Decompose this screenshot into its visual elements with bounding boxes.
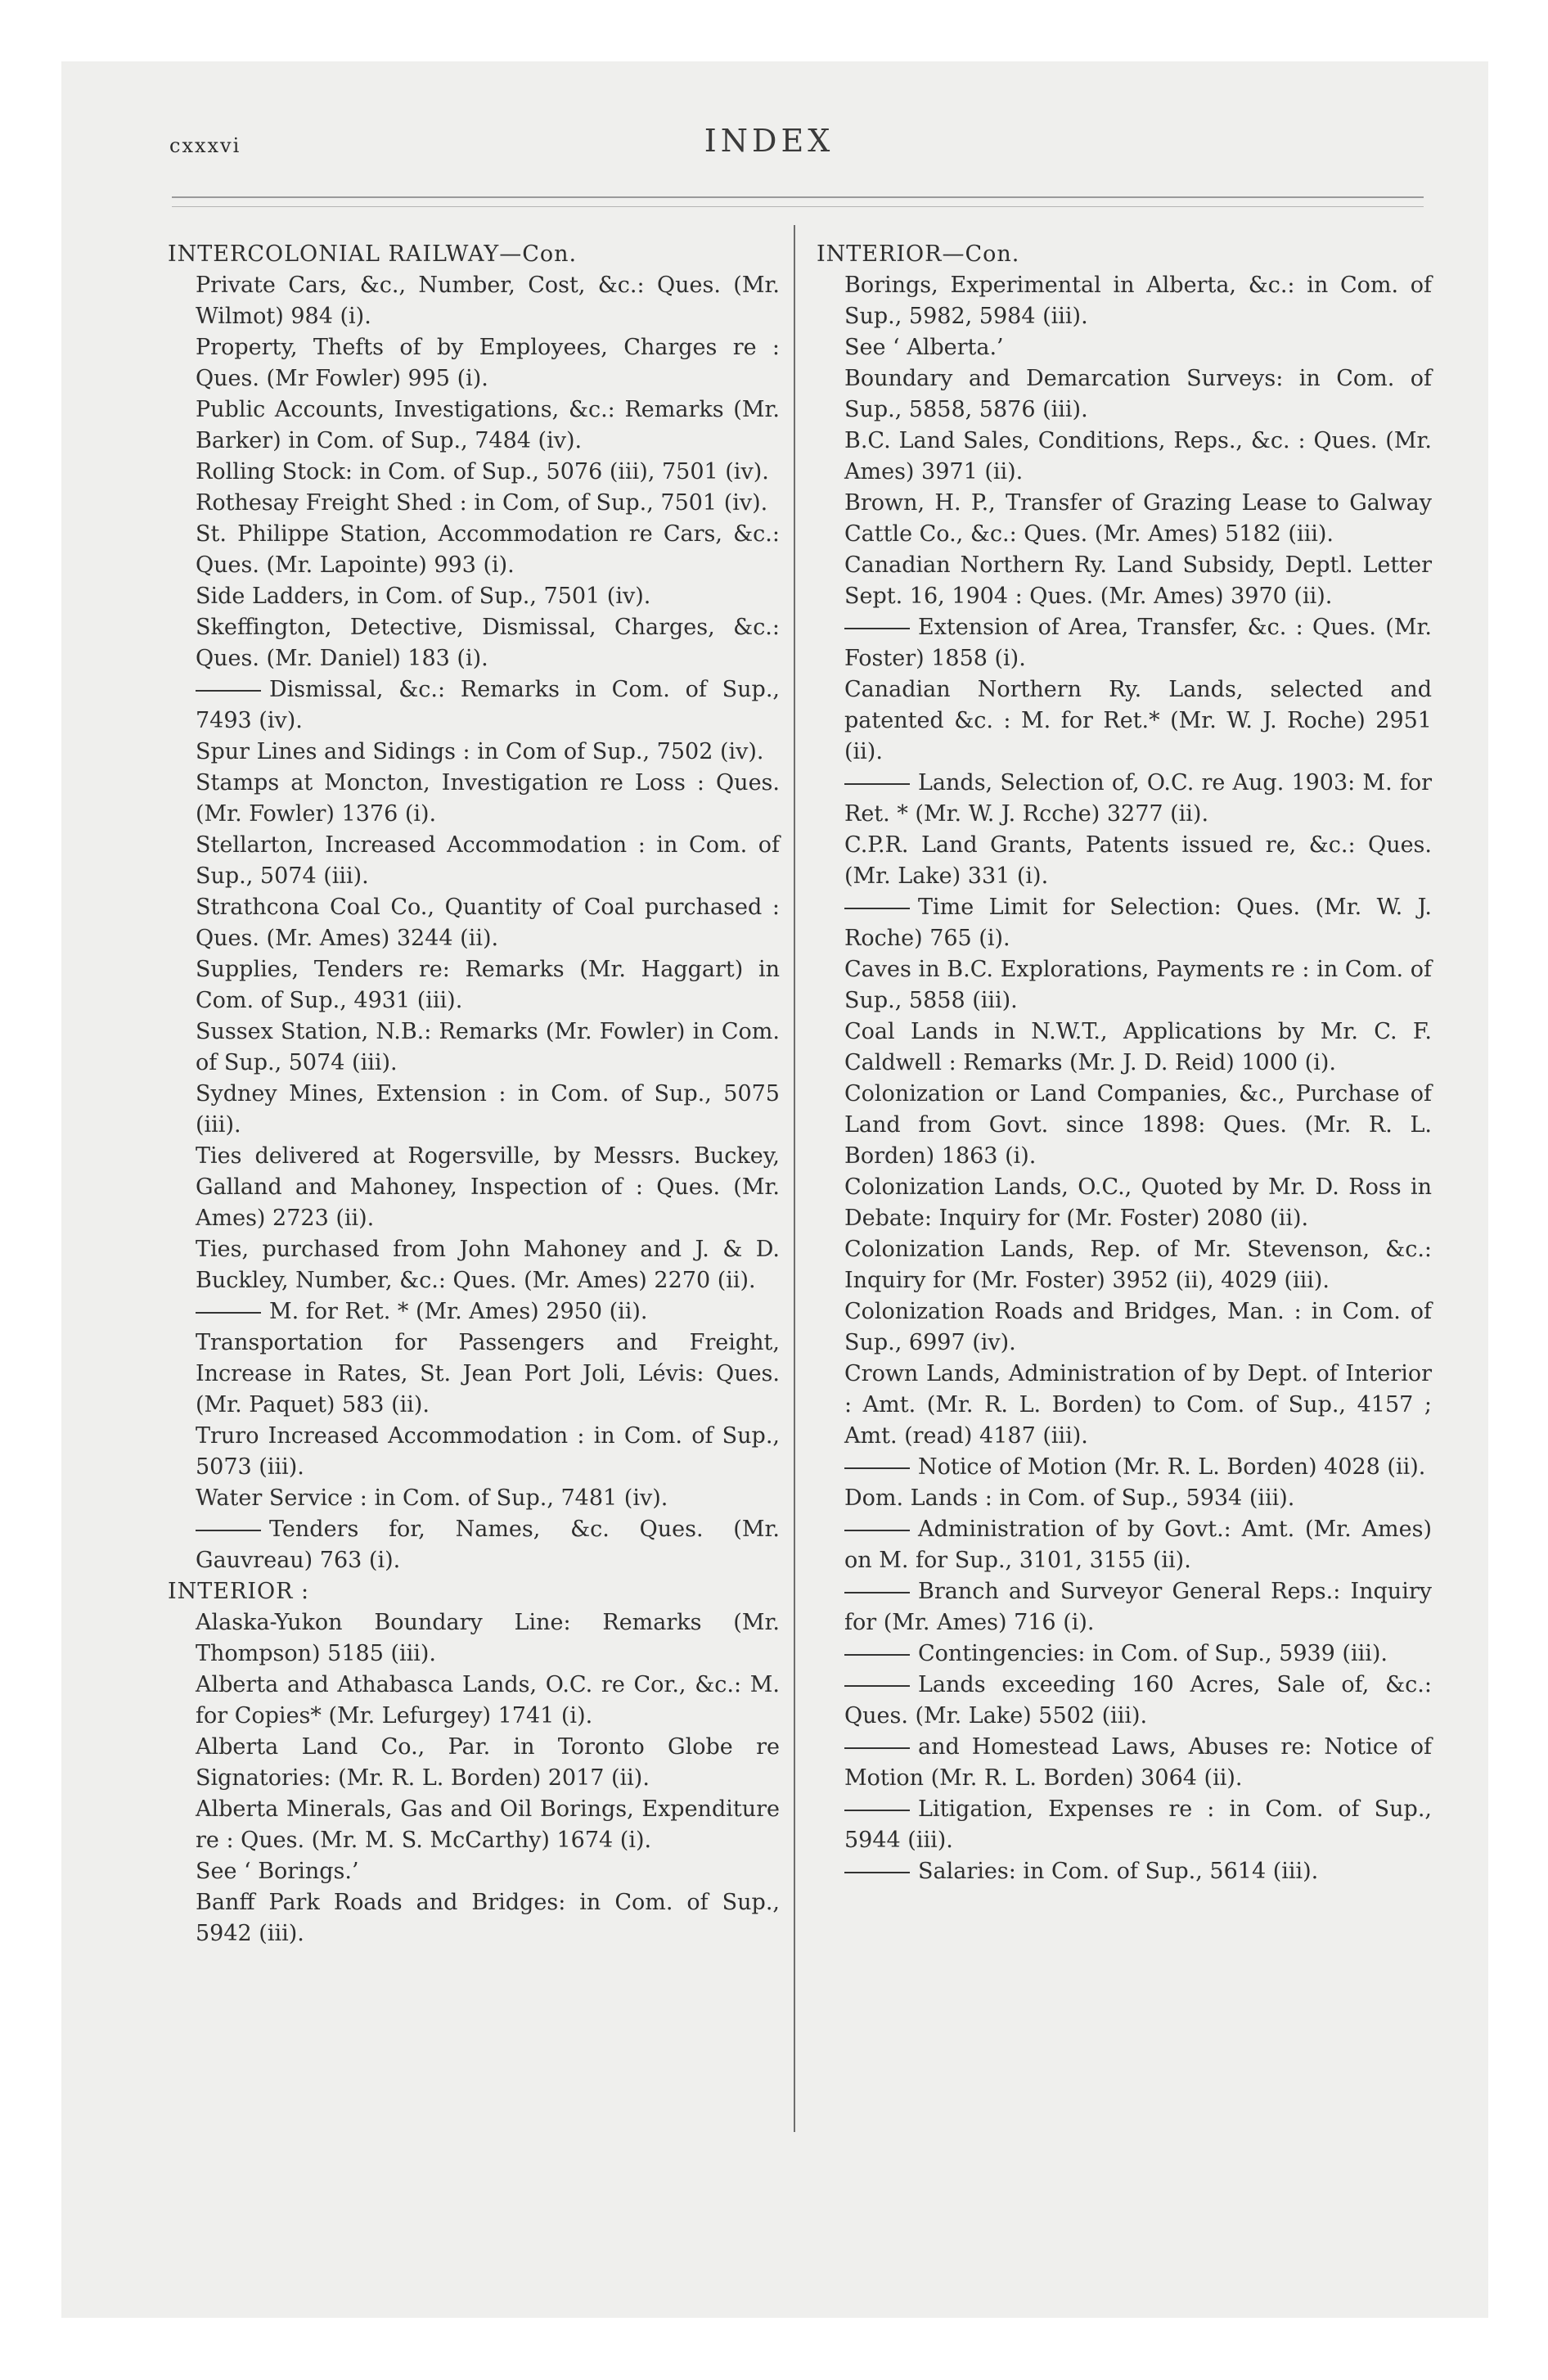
index-entry: Water Service : in Com. of Sup., 7481 (iv). <box>196 1485 668 1511</box>
header-rule-thin <box>172 206 1424 207</box>
index-entry: Boundary and Demarcation Surveys: in Com. of Sup., 5858, 5876 (iii). <box>844 366 1432 422</box>
page-number: cxxxvi <box>169 134 241 157</box>
index-entry: Supplies, Tenders re: Remarks (Mr. Haggart) in Com. of Sup., 4931 (iii). <box>196 957 780 1013</box>
index-entry: Dom. Lands : in Com. of Sup., 5934 (iii). <box>844 1485 1295 1511</box>
index-entry: Side Ladders, in Com. of Sup., 7501 (iv). <box>196 584 651 609</box>
index-entry: Sussex Station, N.B.: Remarks (Mr. Fowler) in Com. of Sup., 5074 (iii). <box>196 1019 780 1075</box>
index-entry: B.C. Land Sales, Conditions, Reps., &c. : Ques. (Mr. Ames) 3971 (ii). <box>844 428 1432 485</box>
index-entry: Canadian Northern Ry. Land Subsidy, Deptl. Letter Sept. 16, 1904 : Ques. (Mr. Ames) 3970 (ii). <box>844 552 1432 609</box>
index-entry: Crown Lands, Administration of by Dept. of Interior : Amt. (Mr. R. L. Borden) to Com. of Sup., 4157 ; Amt. (read) 4187 (iii). <box>844 1361 1432 1449</box>
index-subentry: Notice of Motion (Mr. R. L. Borden) 4028 (ii). <box>817 1452 1432 1483</box>
index-entry: Alberta Minerals, Gas and Oil Borings, Expenditure re : Ques. (Mr. M. S. McCarthy) 1674 (i). <box>196 1796 780 1853</box>
page-title: INDEX <box>704 123 835 159</box>
index-entry: Caves in B.C. Explorations, Payments re : in Com. of Sup., 5858 (iii). <box>844 957 1432 1013</box>
index-subentry: Tenders for, Names, &c. Ques. (Mr. Gauvreau) 763 (i). <box>168 1514 780 1576</box>
index-entry: Sydney Mines, Extension : in Com. of Sup., 5075 (iii). <box>196 1081 780 1138</box>
index-subentry: Contingencies: in Com. of Sup., 5939 (iii). <box>817 1639 1432 1670</box>
index-subentry: Salaries: in Com. of Sup., 5614 (iii). <box>817 1856 1432 1887</box>
index-subentry: Time Limit for Selection: Ques. (Mr. W. J. Roche) 765 (i). <box>817 892 1432 954</box>
index-entry: Banff Park Roads and Bridges: in Com. of Sup., 5942 (iii). <box>196 1890 780 1946</box>
index-entry: Spur Lines and Sidings : in Com of Sup., 7502 (iv). <box>196 739 764 764</box>
index-entry: Stellarton, Increased Accommodation : in Com. of Sup., 5074 (iii). <box>196 832 780 889</box>
index-subentry: Extension of Area, Transfer, &c. : Ques. (Mr. Foster) 1858 (i). <box>817 612 1432 674</box>
index-entry: See ‘ Borings.’ <box>196 1859 359 1884</box>
index-entry: Brown, H. P., Transfer of Grazing Lease to Galway Cattle Co., &c.: Ques. (Mr. Ames) 5182 (iii). <box>844 490 1432 547</box>
right-column <box>817 239 1432 1887</box>
index-entry: Ties, purchased from John Mahoney and J. & D. Buckley, Number, &c.: Ques. (Mr. Ames) 2270 (ii). <box>196 1237 780 1293</box>
header-rule <box>172 196 1424 198</box>
running-head <box>110 123 1428 172</box>
index-subentry: Branch and Surveyor General Reps.: Inquiry for (Mr. Ames) 716 (i). <box>817 1576 1432 1639</box>
index-entry: Colonization or Land Companies, &c., Purchase of Land from Govt. since 1898: Ques. (Mr. R. L. Borden) 1863 (i). <box>844 1081 1432 1169</box>
index-entry: Colonization Roads and Bridges, Man. : in Com. of Sup., 6997 (iv). <box>844 1299 1432 1355</box>
index-entry: Private Cars, &c., Number, Cost, &c.: Ques. (Mr. Wilmot) 984 (i). <box>196 273 780 329</box>
index-heading: INTERCOLONIAL RAILWAY—Con. <box>168 241 578 267</box>
index-entry: Alaska-Yukon Boundary Line: Remarks (Mr. Thompson) 5185 (iii). <box>196 1610 780 1666</box>
index-entry: Alberta and Athabasca Lands, O.C. re Cor., &c.: M. for Copies* (Mr. Lefurgey) 1741 (i). <box>196 1672 780 1729</box>
index-entry: Canadian Northern Ry. Lands, selected and patented &c. : M. for Ret.* (Mr. W. J. Roche) 2951 (ii). <box>844 677 1432 764</box>
index-heading: INTERIOR : <box>168 1579 310 1604</box>
index-subentry: M. for Ret. * (Mr. Ames) 2950 (ii). <box>168 1296 780 1327</box>
index-entry: Borings, Experimental in Alberta, &c.: in Com. of Sup., 5982, 5984 (iii). <box>844 273 1432 329</box>
index-entry: Coal Lands in N.W.T., Applications by Mr. C. F. Caldwell : Remarks (Mr. J. D. Reid) 1000 (i). <box>844 1019 1432 1075</box>
index-entry: Skeffington, Detective, Dismissal, Charges, &c.: Ques. (Mr. Daniel) 183 (i). <box>196 615 780 671</box>
index-entry: Truro Increased Accommodation : in Com. of Sup., 5073 (iii). <box>196 1423 780 1480</box>
index-subentry: and Homestead Laws, Abuses re: Notice of Motion (Mr. R. L. Borden) 3064 (ii). <box>817 1732 1432 1794</box>
index-entry: Stamps at Moncton, Investigation re Loss : Ques. (Mr. Fowler) 1376 (i). <box>196 770 780 827</box>
index-subentry: Lands exceeding 160 Acres, Sale of, &c.: Ques. (Mr. Lake) 5502 (iii). <box>817 1670 1432 1732</box>
index-entry: Rolling Stock: in Com. of Sup., 5076 (iii), 7501 (iv). <box>196 459 769 485</box>
index-subentry: Administration of by Govt.: Amt. (Mr. Ames) on M. for Sup., 3101, 3155 (ii). <box>817 1514 1432 1576</box>
index-entry: Transportation for Passengers and Freight, Increase in Rates, St. Jean Port Joli, Lévis: Ques. (Mr. Paquet) 583 (ii). <box>196 1330 780 1418</box>
index-entry: St. Philippe Station, Accommodation re Cars, &c.: Ques. (Mr. Lapointe) 993 (i). <box>196 521 780 578</box>
index-entry: C.P.R. Land Grants, Patents issued re, &c.: Ques. (Mr. Lake) 331 (i). <box>844 832 1432 889</box>
left-column <box>168 239 780 1950</box>
index-entry: Ties delivered at Rogersville, by Messrs. Buckey, Galland and Mahoney, Inspection of : Ques. (Mr. Ames) 2723 (ii). <box>196 1143 780 1231</box>
index-subentry: Dismissal, &c.: Remarks in Com. of Sup., 7493 (iv). <box>168 674 780 737</box>
index-entry: Strathcona Coal Co., Quantity of Coal purchased : Ques. (Mr. Ames) 3244 (ii). <box>196 895 780 951</box>
index-entry: Property, Thefts of by Employees, Charges re : Ques. (Mr Fowler) 995 (i). <box>196 335 780 391</box>
index-entry: Colonization Lands, O.C., Quoted by Mr. D. Ross in Debate: Inquiry for (Mr. Foster) 2080 (ii). <box>844 1174 1432 1231</box>
index-entry: Public Accounts, Investigations, &c.: Remarks (Mr. Barker) in Com. of Sup., 7484 (iv). <box>196 397 780 453</box>
index-entry: Alberta Land Co., Par. in Toronto Globe re Signatories: (Mr. R. L. Borden) 2017 (ii). <box>196 1734 780 1791</box>
column-divider <box>794 225 795 2132</box>
index-entry: Colonization Lands, Rep. of Mr. Stevenson, &c.: Inquiry for (Mr. Foster) 3952 (ii), 4029 (iii). <box>844 1237 1432 1293</box>
index-entry: See ‘ Alberta.’ <box>844 335 1004 360</box>
index-subentry: Lands, Selection of, O.C. re Aug. 1903: M. for Ret. * (Mr. W. J. Rcche) 3277 (ii). <box>817 768 1432 830</box>
index-heading: INTERIOR—Con. <box>817 241 1020 267</box>
index-subentry: Litigation, Expenses re : in Com. of Sup., 5944 (iii). <box>817 1794 1432 1856</box>
index-entry: Rothesay Freight Shed : in Com, of Sup., 7501 (iv). <box>196 490 768 516</box>
